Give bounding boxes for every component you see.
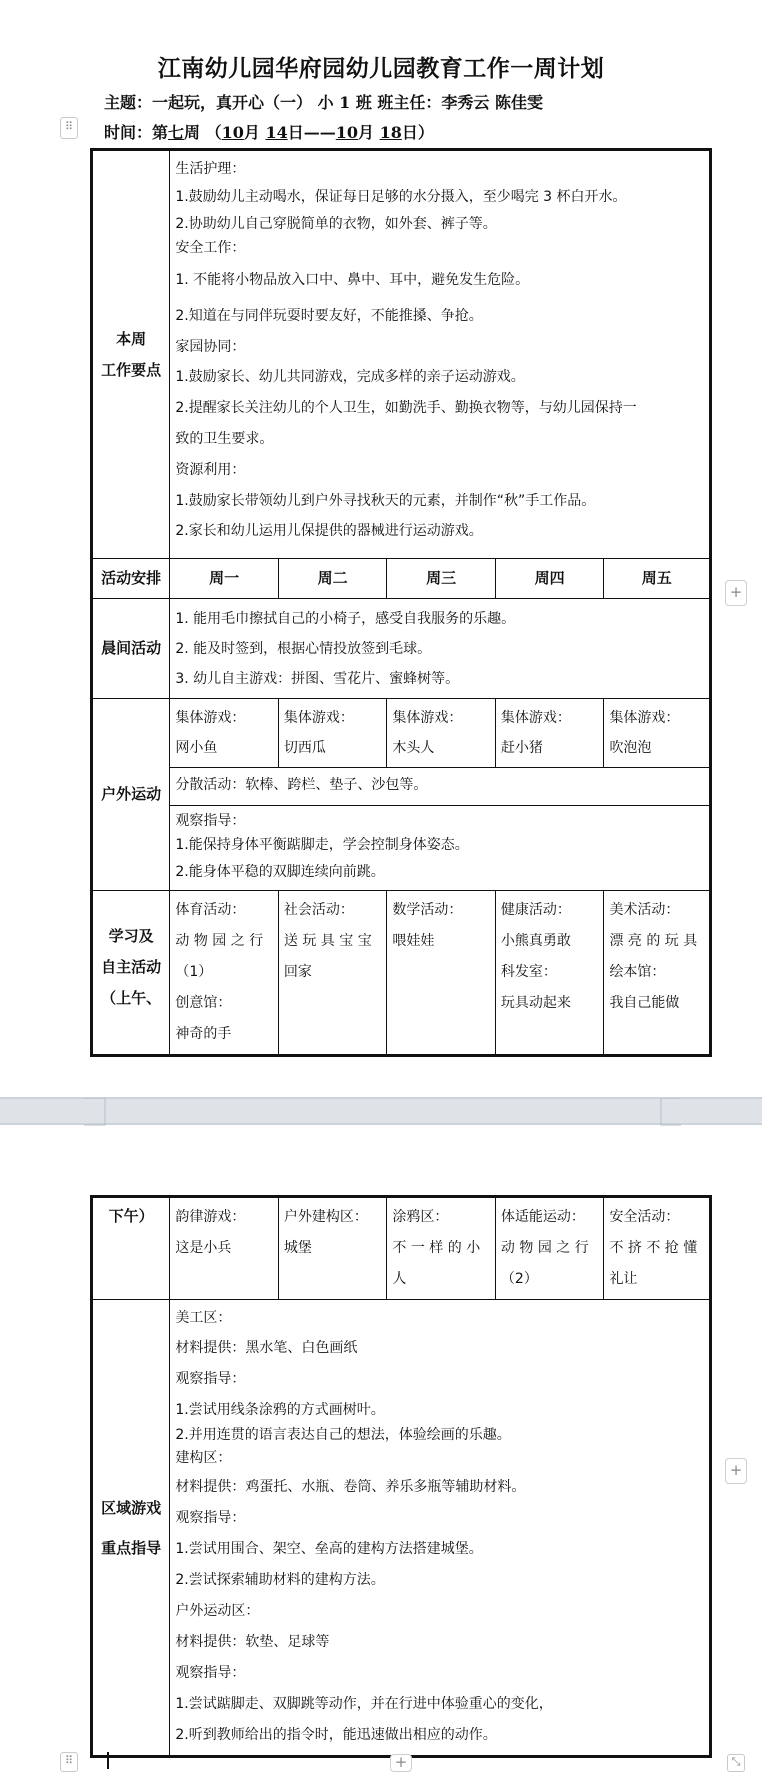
area-line: 1.尝试用线条涂鸦的方式画树叶。 <box>175 1402 385 1418</box>
learning-line: 健康活动： <box>500 902 571 918</box>
morning-line: 3. 幼儿自主游戏：拼图、雪花片、蜜蜂树等。 <box>175 671 460 687</box>
weekly-line: 2.提醒家长关注幼儿的个人卫生，如勤洗手、勤换衣物等，与幼儿园保持一 <box>175 400 637 416</box>
area-games-label-line2: 重点指导 <box>101 1538 162 1557</box>
week-number: 七 <box>168 123 185 142</box>
learning-line: 科发室： <box>500 964 557 980</box>
outdoor-group-mon[interactable] <box>170 699 279 768</box>
area-line: 2.并用连贯的语言表达自己的想法，体验绘画的乐趣。 <box>175 1427 511 1443</box>
page-edge-bottom <box>0 1123 762 1125</box>
learning-label-line2: 自主活动 <box>101 958 162 976</box>
group-game-type: 集体游戏： <box>609 710 680 726</box>
area-line: 2.听到教师给出的指令时，能迅速做出相应的动作。 <box>175 1727 497 1743</box>
learning-row <box>92 891 711 1056</box>
area-line: 1.尝试用围合、架空、垒高的建构方法搭建城堡。 <box>175 1541 483 1557</box>
learning-line: 小熊真勇敢 <box>500 933 571 949</box>
learning-line: 喂娃娃 <box>392 933 435 949</box>
week-suffix: 周 （ <box>184 123 222 142</box>
add-row-plus-icon[interactable]: + <box>725 1458 747 1484</box>
learning-line: 体育活动： <box>175 902 246 918</box>
outdoor-label: 户外运动 <box>92 699 170 891</box>
weekly-line: 家园协同： <box>175 339 246 355</box>
end-month: 10 <box>335 123 358 142</box>
schedule-header-row <box>92 559 711 599</box>
morning-row <box>92 599 711 699</box>
learning-fri[interactable] <box>604 891 711 1056</box>
area-line: 材料提供：黑水笔、白色画纸 <box>175 1340 358 1356</box>
scattered-text: 分散活动：软棒、跨栏、垫子、沙包等。 <box>175 777 428 793</box>
group-game-name: 网小鱼 <box>175 740 218 756</box>
weekly-points-label-line1: 本周 <box>116 330 147 349</box>
learning-label-cont: 下午） <box>92 1197 170 1300</box>
learning-line: 涂鸦区： <box>392 1209 449 1225</box>
outdoor-observe[interactable] <box>170 806 711 891</box>
day-wednesday: 周三 <box>387 559 496 599</box>
weekly-line: 1.鼓励家长带领幼儿到户外寻找秋天的元素，并制作“秋”手工作品。 <box>175 493 596 509</box>
learning-cont-row <box>92 1197 711 1300</box>
weekly-points-row <box>92 150 711 559</box>
learning-label <box>92 891 170 1056</box>
learning-thu[interactable] <box>495 891 604 1056</box>
learning-line: 人 <box>392 1271 407 1287</box>
learning-line: 体适能运动： <box>500 1209 585 1225</box>
table-move-handle-icon[interactable]: ⠿ <box>60 117 78 139</box>
outdoor-observe-row <box>92 806 711 891</box>
day-tuesday: 周二 <box>278 559 387 599</box>
morning-line: 1. 能用毛巾擦拭自己的小椅子，感受自我服务的乐趣。 <box>175 611 516 627</box>
weekly-line: 1. 不能将小物品放入口中、鼻中、耳中，避免发生危险。 <box>175 272 530 288</box>
learning-line: 绘本馆： <box>609 964 666 980</box>
outdoor-group-row <box>92 699 711 768</box>
weekly-points-content[interactable] <box>170 150 711 559</box>
learning-line: （1） <box>175 964 213 980</box>
learning-line: 创意馆： <box>175 995 232 1011</box>
weekly-points-label-line2: 工作要点 <box>101 360 162 379</box>
learning-mon-pm[interactable] <box>170 1197 279 1300</box>
learning-tue-pm[interactable] <box>278 1197 387 1300</box>
group-game-name: 切西瓜 <box>283 740 326 756</box>
learning-line: 神奇的手 <box>175 1026 232 1042</box>
area-line: 材料提供：软垫、足球等 <box>175 1634 330 1650</box>
area-line: 户外运动区： <box>175 1603 260 1619</box>
morning-label: 晨间活动 <box>92 599 170 699</box>
outdoor-group-thu[interactable] <box>495 699 604 768</box>
area-games-content[interactable] <box>170 1300 711 1757</box>
observe-line: 2.能身体平稳的双脚连续向前跳。 <box>175 864 385 880</box>
learning-line: 礼让 <box>609 1271 638 1287</box>
area-line: 建构区： <box>175 1450 232 1466</box>
page-corner-mark-icon <box>660 1104 682 1126</box>
weekly-line: 致的卫生要求。 <box>175 431 274 447</box>
add-column-plus-icon[interactable]: + <box>390 1754 412 1772</box>
morning-content[interactable] <box>170 599 711 699</box>
learning-line: 我自己能做 <box>609 995 680 1011</box>
day-friday: 周五 <box>604 559 711 599</box>
area-line: 材料提供：鸡蛋托、水瓶、卷筒、养乐多瓶等辅助材料。 <box>175 1479 526 1495</box>
start-day-suffix: 日—— <box>287 123 336 142</box>
plan-table-page2 <box>90 1195 712 1758</box>
page-edge-top <box>0 1097 762 1099</box>
learning-line: 不 一 样 的 小 <box>392 1240 481 1256</box>
end-month-suffix: 月 <box>358 123 380 142</box>
group-game-type: 集体游戏： <box>283 710 354 726</box>
start-day: 14 <box>265 123 288 142</box>
table-resize-handle-icon[interactable]: ⤡ <box>727 1754 745 1772</box>
weekly-line: 安全工作： <box>175 240 246 256</box>
table-move-handle-icon[interactable]: ⠿ <box>60 1752 78 1772</box>
text-cursor <box>107 1752 109 1769</box>
day-monday: 周一 <box>170 559 279 599</box>
weekly-line: 2.知道在与同伴玩耍时要友好，不能推搡、争抢。 <box>175 308 483 324</box>
weekly-line: 1.鼓励幼儿主动喝水，保证每日足够的水分摄入，至少喝完 3 杯白开水。 <box>175 189 627 205</box>
weekly-line: 2.家长和幼儿运用儿保提供的器械进行运动游戏。 <box>175 523 483 539</box>
learning-tue[interactable] <box>278 891 387 1056</box>
time-line <box>104 120 434 143</box>
learning-mon[interactable] <box>170 891 279 1056</box>
outdoor-group-tue[interactable] <box>278 699 387 768</box>
learning-line: 社会活动： <box>283 902 354 918</box>
learning-line: 回家 <box>283 964 312 980</box>
learning-line: 不 挤 不 抢 懂 <box>609 1240 698 1256</box>
area-line: 美工区： <box>175 1310 232 1326</box>
outdoor-group-wed[interactable] <box>387 699 496 768</box>
weekly-line: 资源利用： <box>175 462 246 478</box>
learning-wed-pm[interactable] <box>387 1197 496 1300</box>
time-prefix: 时间：第 <box>104 123 169 142</box>
learning-line: 美术活动： <box>609 902 680 918</box>
morning-line: 2. 能及时签到，根据心情投放签到毛球。 <box>175 641 432 657</box>
learning-label-line1: 学习及 <box>108 927 154 945</box>
area-games-label <box>92 1300 170 1757</box>
learning-fri-pm[interactable] <box>604 1197 711 1300</box>
start-month-suffix: 月 <box>243 123 266 142</box>
learning-label-line3: （上午、 <box>101 989 162 1007</box>
schedule-header-label: 活动安排 <box>92 559 170 599</box>
group-game-name: 赶小猪 <box>500 740 543 756</box>
weekly-points-label <box>92 150 170 559</box>
start-month: 10 <box>221 123 244 142</box>
day-thursday: 周四 <box>495 559 604 599</box>
weekly-line: 1.鼓励家长、幼儿共同游戏，完成多样的亲子运动游戏。 <box>175 369 525 385</box>
area-games-label-line1: 区域游戏 <box>101 1498 162 1517</box>
learning-thu-pm[interactable] <box>495 1197 604 1300</box>
area-line: 观察指导： <box>175 1665 246 1681</box>
learning-line: （2） <box>500 1271 538 1287</box>
outdoor-scattered-row <box>92 768 711 806</box>
observe-line: 观察指导： <box>175 813 246 829</box>
group-game-name: 吹泡泡 <box>609 740 652 756</box>
area-line: 2.尝试探索辅助材料的建构方法。 <box>175 1572 385 1588</box>
weekly-line: 生活护理： <box>175 161 246 177</box>
learning-line: 这是小兵 <box>175 1240 232 1256</box>
page-corner-mark-icon <box>84 1104 106 1126</box>
learning-line: 韵律游戏： <box>175 1209 246 1225</box>
page-break-gap <box>0 1097 762 1125</box>
theme-line: 主题：一起玩，真开心（一） 小 1 班 班主任：李秀云 陈佳雯 <box>104 93 543 112</box>
group-game-type: 集体游戏： <box>500 710 571 726</box>
end-day-suffix: 日） <box>401 123 434 142</box>
area-games-row <box>92 1300 711 1757</box>
add-row-plus-icon[interactable]: + <box>725 580 747 606</box>
learning-line: 动 物 园 之 行 <box>175 933 264 949</box>
observe-line: 1.能保持身体平衡踮脚走，学会控制身体姿态。 <box>175 837 469 853</box>
end-day: 18 <box>379 123 402 142</box>
group-game-name: 木头人 <box>392 740 435 756</box>
plan-table-page1 <box>90 148 712 1057</box>
learning-line: 安全活动： <box>609 1209 680 1225</box>
learning-line: 玩具动起来 <box>500 995 571 1011</box>
learning-line: 数学活动： <box>392 902 463 918</box>
learning-line: 户外建构区： <box>283 1209 368 1225</box>
group-game-type: 集体游戏： <box>392 710 463 726</box>
area-line: 观察指导： <box>175 1371 246 1387</box>
learning-line: 送 玩 具 宝 宝 <box>283 933 372 949</box>
weekly-line: 2.协助幼儿自己穿脱简单的衣物，如外套、裤子等。 <box>175 216 497 232</box>
area-line: 1.尝试踮脚走、双脚跳等动作，并在行进中体验重心的变化， <box>175 1696 553 1712</box>
area-line: 观察指导： <box>175 1510 246 1526</box>
document-title: 江南幼儿园华府园幼儿园教育工作一周计划 <box>157 55 605 82</box>
learning-wed[interactable] <box>387 891 496 1056</box>
outdoor-group-fri[interactable] <box>604 699 711 768</box>
group-game-type: 集体游戏： <box>175 710 246 726</box>
outdoor-scattered[interactable] <box>170 768 711 806</box>
learning-line: 动 物 园 之 行 <box>500 1240 589 1256</box>
learning-line: 漂 亮 的 玩 具 <box>609 933 698 949</box>
learning-line: 城堡 <box>283 1240 312 1256</box>
